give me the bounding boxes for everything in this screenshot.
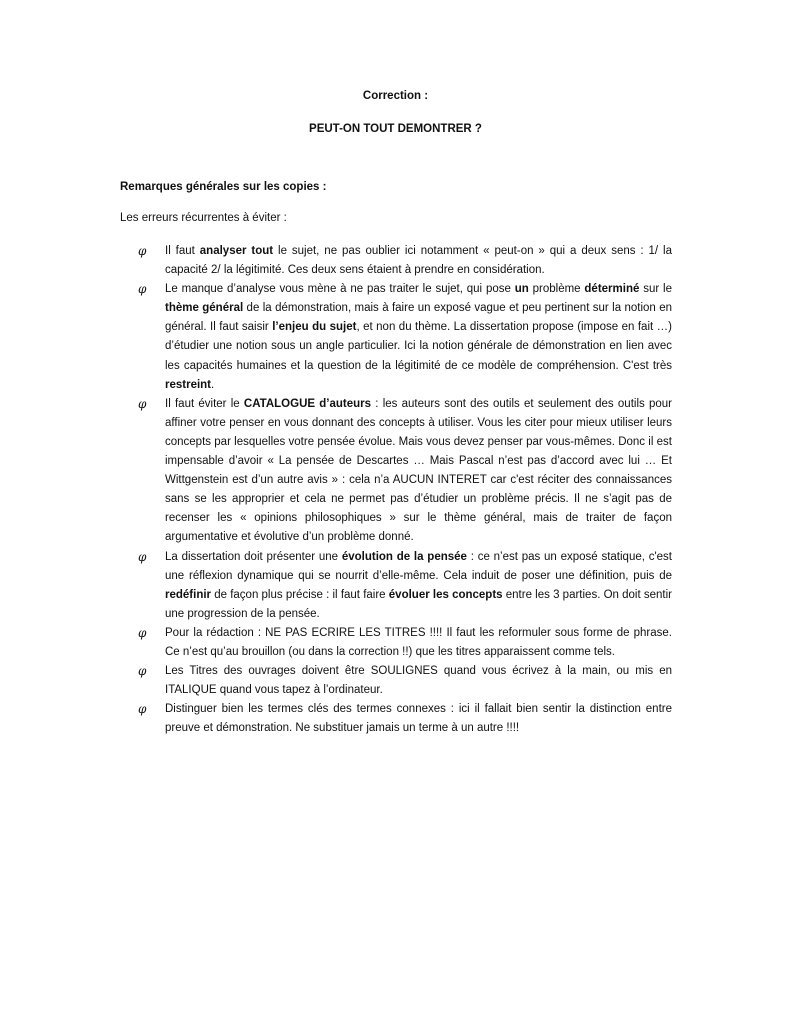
emphasized-text: analyser tout: [199, 245, 274, 257]
emphasized-text: thème général: [165, 302, 244, 315]
emphasized-text: l’enjeu du sujet: [272, 321, 357, 334]
emphasized-text: déterminé: [584, 283, 640, 296]
item-text: La dissertation doit présenter une: [165, 550, 342, 563]
document-title: Correction :: [362, 90, 429, 102]
item-text: .: [211, 378, 215, 391]
item-text: : ce n’est pas un exposé statique, c'est une réflexion dynamique qui se nourrit d’elle-même. Cela induit de poser une définition, puis de: [165, 550, 673, 582]
phi-bullet-icon: φ: [138, 625, 147, 640]
list-item: [120, 280, 672, 395]
item-text: , et non du thème. La dissertation propose (impose en fait …) d’étudier une notion sous un angle particulier. Ici la notion générale de démonstration en lien avec les capacités humaines et la question de la légitimité de ce modèle de compréhension. C'est très: [165, 321, 672, 372]
phi-bullet-icon: φ: [138, 282, 147, 297]
section-heading: Remarques générales sur les copies :: [120, 181, 327, 193]
list-item: [120, 548, 672, 624]
list-item: [120, 700, 672, 738]
list-item: [120, 242, 672, 280]
item-text: entre les 3 parties. On doit sentir une progression de la pensée.: [165, 588, 672, 620]
item-text: sur le: [639, 283, 672, 296]
item-text: de façon plus précise : il faut faire: [211, 588, 389, 601]
item-text: Les Titres des ouvrages doivent être SOULIGNES quand vous écrivez à la main, ou mis en ITALIQUE quand vous tapez à l’ordinateur.: [165, 665, 672, 697]
emphasized-text: évolution de la pensée: [341, 550, 467, 563]
item-text: Il faut éviter le: [165, 397, 244, 410]
item-text: Il faut: [165, 245, 200, 257]
item-text: Le manque d’analyse vous mène à ne pas traiter le sujet, qui pose: [165, 283, 515, 296]
item-text: problème: [528, 283, 585, 296]
phi-bullet-icon: φ: [138, 664, 147, 679]
emphasized-text: CATALOGUE d’auteurs: [243, 397, 372, 410]
item-text: Pour la rédaction : NE PAS ECRIRE LES TITRES !!!! Il faut les reformuler sous forme de phrase. Ce n’est qu’au brouillon (ou dans la correction !!) que les titres apparaissent comme tels.: [165, 626, 672, 658]
item-text: le sujet, ne pas oublier ici notamment « peut-on » qui a deux sens : 1/ la capacité 2/ la légitimité. Ces deux sens étaient à prendre en considération.: [165, 245, 672, 277]
item-text: Distinguer bien les termes clés des termes connexes : ici il fallait bien sentir la distinction entre preuve et démonstration. Ne substituer jamais un terme à un autre !!!!: [165, 703, 672, 735]
list-item: [120, 662, 672, 700]
item-text: de la démonstration, mais à faire un exposé vague et peu pertinent sur la notion en général. Il faut saisir: [165, 302, 672, 334]
emphasized-text: un: [514, 283, 529, 296]
list-item: [120, 395, 672, 548]
document-subject: PEUT-ON TOUT DEMONTRER ?: [309, 123, 482, 135]
phi-bullet-icon: φ: [138, 396, 147, 411]
emphasized-text: évoluer les concepts: [388, 588, 503, 601]
intro-text: Les erreurs récurrentes à éviter :: [120, 212, 287, 224]
phi-bullet-icon: φ: [138, 549, 147, 564]
emphasized-text: redéfinir: [165, 588, 212, 601]
phi-bullet-icon: φ: [138, 702, 147, 717]
remarks-list: [120, 242, 672, 738]
item-text: : les auteurs sont des outils et seulement des outils pour affiner votre penser en vous donnant des concepts à utiliser. Vous les citer pour mieux utiliser leurs concepts par lesquelles votre pensée évolue. Mais vous devez penser par vous-mêmes. Donc il est impensable d’avoir « La pensée de Descartes … Mais Pascal n’est pas d’accord avec lui … Et Wittgenstein est d’un autre avis » : cela n’a AUCUN INTERET car c'est réciter des connaissances sans se les approprier et cela ne permet pas d’étudier un problème précis. Il ne s’agit pas de recenser les « opinions philosophiques » sur le thème général, mais de traiter de façon argumentative et évolutive d’un problème donné.: [165, 397, 672, 544]
phi-bullet-icon: φ: [138, 244, 147, 258]
emphasized-text: restreint: [165, 378, 212, 391]
list-item: [120, 624, 672, 662]
